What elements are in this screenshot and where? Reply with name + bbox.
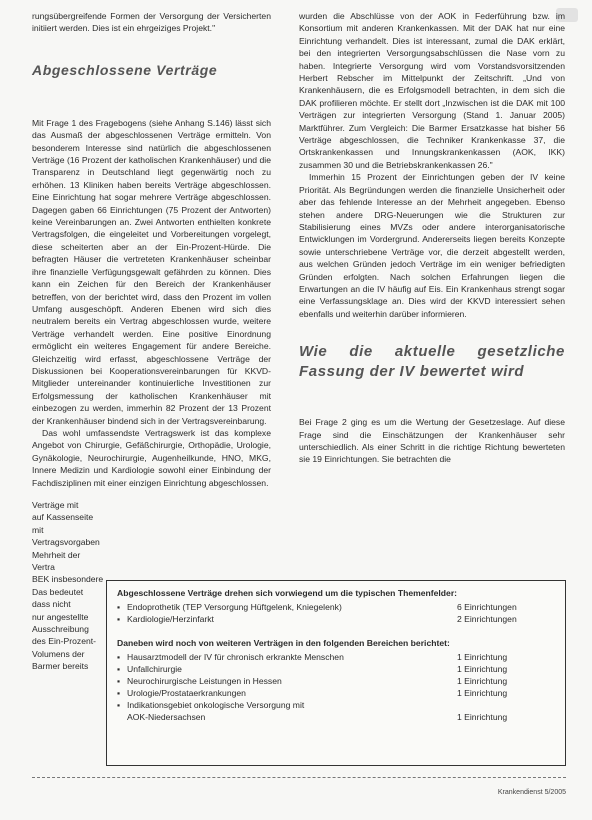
box-list-item <box>117 663 555 675</box>
body-paragraph-2: Das wohl umfassendste Vertragswerk ist das komplexe Angebot von Chirurgie, Gefäßchirurgie, Orthopädie, Urologie, Gynäkologie, Neurochirurgie, Augenheilkunde, HNO, MKG, Innere Medizin und Kardiologie sowohl einer Einbindung der Fachdisziplinen mit einer einzigen Einrichtung abgeschlossen. <box>32 427 271 488</box>
body-paragraph-3: wurden die Abschlüsse von der AOK in Federführung bzw. im Konsortium mit anderen Krankenkassen. Mit der DAK hat nur eine Einrichtung verhandelt. Dies ist interessant, zumal die DAK erklärt, bei den integrierten Versorgungsabschlüssen die Nase vorn zu haben. Integrierte Versorgung wird vom Vorstandsvorsitzenden Herbert Rebscher im Mittelpunkt der Zeitschrift. „Und von Krankenhäusern, die es Erfolgsmodell betrachten, in dem sich die DAK profilieren möchte. Er stellt dort „Inzwischen ist die DAK mit 100 Verträgen zur integrierten Versorgung (Stand 1. Januar 2005) Marktführer. Zum Vergleich: Die Barmer Ersatzkasse hat bisher 56 Verträge abgeschlossen, die Techniker Krankenkasse 37, die Ortskrankenkassen und Innungskrankenkassen (AOK, IKK) zusammen 30 und die Betriebskrankenkassen 26." <box>299 11 565 170</box>
box-title-further-areas: Daneben wird noch von weiteren Verträgen in den folgenden Bereichen berichtet: <box>117 638 450 648</box>
box-list-item <box>117 675 555 687</box>
box-item-label: AOK-Niedersachsen <box>127 712 206 722</box>
wrapped-text-line: mit Vertragsvorgaben <box>32 524 100 548</box>
box-item-count: 1 Einrichtung <box>457 664 508 674</box>
bullet-icon: ▪ <box>117 688 121 698</box>
box-item-label: Unfallchirurgie <box>127 664 182 674</box>
box-list-item <box>117 613 555 625</box>
section-heading-evaluation: Wie die aktuelle gesetzliche Fassung der IV bewertet wird <box>299 343 565 381</box>
box-item-count: 2 Einrichtungen <box>457 614 517 624</box>
wrapped-text-line: des Ein-Prozent- <box>32 636 97 647</box>
box-list-item <box>117 699 555 711</box>
box-item-count: 1 Einrichtung <box>457 712 508 722</box>
body-paragraph-4: Immerhin 15 Prozent der Einrichtungen geben der IV keine Priorität. Als Begründungen werden die finanzielle Unsicherheit oder aber das fehlende Interesse an der Mehrheit angegeben. Ebenso stehen andere DRG-Neuerungen wie die Strukturen zur Stabilisierung eines MVZs oder andere interorganisatorische Entwicklungen im Vordergrund. Andererseits liegen bereits Konzepte sowie unterschriebene Verträge vor, die derzeit abgestellt werden, aus welchen Gründen jedoch Verträge im ein weniger befriedigten Gründen erfolgten. Nach solchen Erfahrungen liegen die Erwartungen an die IV häufig auf Eis. Ein Krankenhaus strengt sogar eine Verfassungsklage an. Dies wird der KKVD interessiert sehen ebenfalls und weiterhin darüber informieren. <box>299 172 565 319</box>
bullet-icon: ▪ <box>117 676 121 686</box>
box-list-item <box>117 601 555 613</box>
wrapped-text-line: auf Kassenseite <box>32 512 94 523</box>
wrapped-text-line: BEK insbesondere <box>32 574 104 585</box>
footer-divider <box>32 777 566 778</box>
box-item-count: 1 Einrichtung <box>457 688 508 698</box>
box-list-item <box>117 651 555 663</box>
intro-paragraph: rungsübergreifende Formen der Versorgung der Versicherten initiiert werden. Dies ist ein ehrgeiziges Projekt." <box>32 11 271 34</box>
bullet-icon: ▪ <box>117 652 121 662</box>
box-item-label: Endoprothetik (TEP Versorgung Hüftgelenk, Kniegelenk) <box>127 602 342 612</box>
box-item-label: Hausarztmodell der IV für chronisch erkrankte Menschen <box>127 652 344 662</box>
wrapped-text-column <box>32 499 104 673</box>
footer-issue-label: Krankendienst 5/2005 <box>497 789 566 796</box>
box-list-item <box>117 711 555 723</box>
box-item-label: Neurochirurgische Leistungen in Hessen <box>127 676 282 686</box>
box-item-label: Indikationsgebiet onkologische Versorgung mit <box>127 700 305 710</box>
box-item-count: 1 Einrichtung <box>457 676 508 686</box>
contracts-info-box <box>106 580 566 766</box>
box-item-count: 1 Einrichtung <box>457 652 508 662</box>
box-item-count: 6 Einrichtungen <box>457 602 517 612</box>
box-list-main-areas <box>117 601 555 625</box>
section-heading-contracts: Abgeschlossene Verträge <box>32 61 218 78</box>
right-column <box>299 10 565 466</box>
box-item-label: Kardiologie/Herzinfarkt <box>127 614 214 624</box>
wrapped-text-line: dass nicht <box>32 599 71 610</box>
wrapped-text-line: Mehrheit der Vertra <box>32 549 81 573</box>
box-list-item <box>117 687 555 699</box>
bullet-icon: ▪ <box>117 614 121 624</box>
box-item-label: Urologie/Prostataerkrankungen <box>127 688 246 698</box>
wrapped-text-line: Das bedeutet <box>32 586 84 597</box>
bullet-icon: ▪ <box>117 700 121 710</box>
wrapped-text-line: nur angestellte <box>32 611 89 622</box>
box-list-further-areas <box>117 651 555 723</box>
wrapped-text-line: Ausschreibung <box>32 624 89 635</box>
wrapped-text-line: Verträge mit <box>32 500 79 510</box>
left-column <box>32 10 271 673</box>
box-title-main-areas: Abgeschlossene Verträge drehen sich vorwiegend um die typischen Themenfelder: <box>117 588 458 598</box>
bullet-icon: ▪ <box>117 602 121 612</box>
wrapped-text-line: Barmer bereits <box>32 661 89 672</box>
body-paragraph-5: Bei Frage 2 ging es um die Wertung der Gesetzeslage. Auf diese Frage sind die Einschätzungen der Krankenhäuser sehr unterschiedlich. Als einer Schritt in die richtige Richtung bewerteten sie 19 Einrichtungen. Sie betrachten die <box>299 417 565 465</box>
wrapped-text-line: Volumens der <box>32 648 85 659</box>
body-paragraph-1: Mit Frage 1 des Fragebogens (siehe Anhang S.146) lässt sich das Ausmaß der abgeschlossenen Verträge ermitteln. Von besonderem Interesse sind natürlich die abgeschlossenen Verträge (16 Prozent der katholischen Krankenhäuser) und die Transparenz in Deutschland liegt gegenwärtig noch zu erhöhen. 13 Kliniken haben bereits Verträge abgeschlossen. Eine Einrichtung hat sogar mehrere Verträge abgeschlossen. Dagegen gaben 66 Einrichtungen (75 Prozent der Antworten) keine Vereinbarungen an. Zwei Antworten enthielten konkrete Vertragsfolgen, die eingeleitet und Vorbereitungen vorgelegt, diese scheiterten aber an der Ein-Prozent-Hürde. Die befragten Häuser die vertreteten Krankenhäuser scheinbar ihre finanzielle Verfügungsgewalt gefährden zu können. Dies kann ein Zeichen für den Bereich der Krankenhäuser betreffen, von der berichtet wird, dass den Prozent im vollen Umfang ausgeschöpft. Anderen Ebenen wird sich dies neutralem bereits ein Vertrag abgeschlossen wurde, weitere Verträge verhandelt werden. Eine positive Einordnung ermöglicht ein weiteres Engagement für andere Bereiche. Gleichzeitig wird erfasst, abgeschlossene Verträge der Diskussionen bei Kooperationsvereinbarungen für KKVD-Mitglieder untereinander kontinuierliche Investitionen zur Erfolgsmessung der katholischen Krankenhäuser mit einbezogen zu werden, immerhin 82 Prozent der 13 Prozent der Krankenhäuser bindend sich in der Vertragsvereinbarung. <box>32 117 271 426</box>
bullet-icon: ▪ <box>117 664 121 674</box>
